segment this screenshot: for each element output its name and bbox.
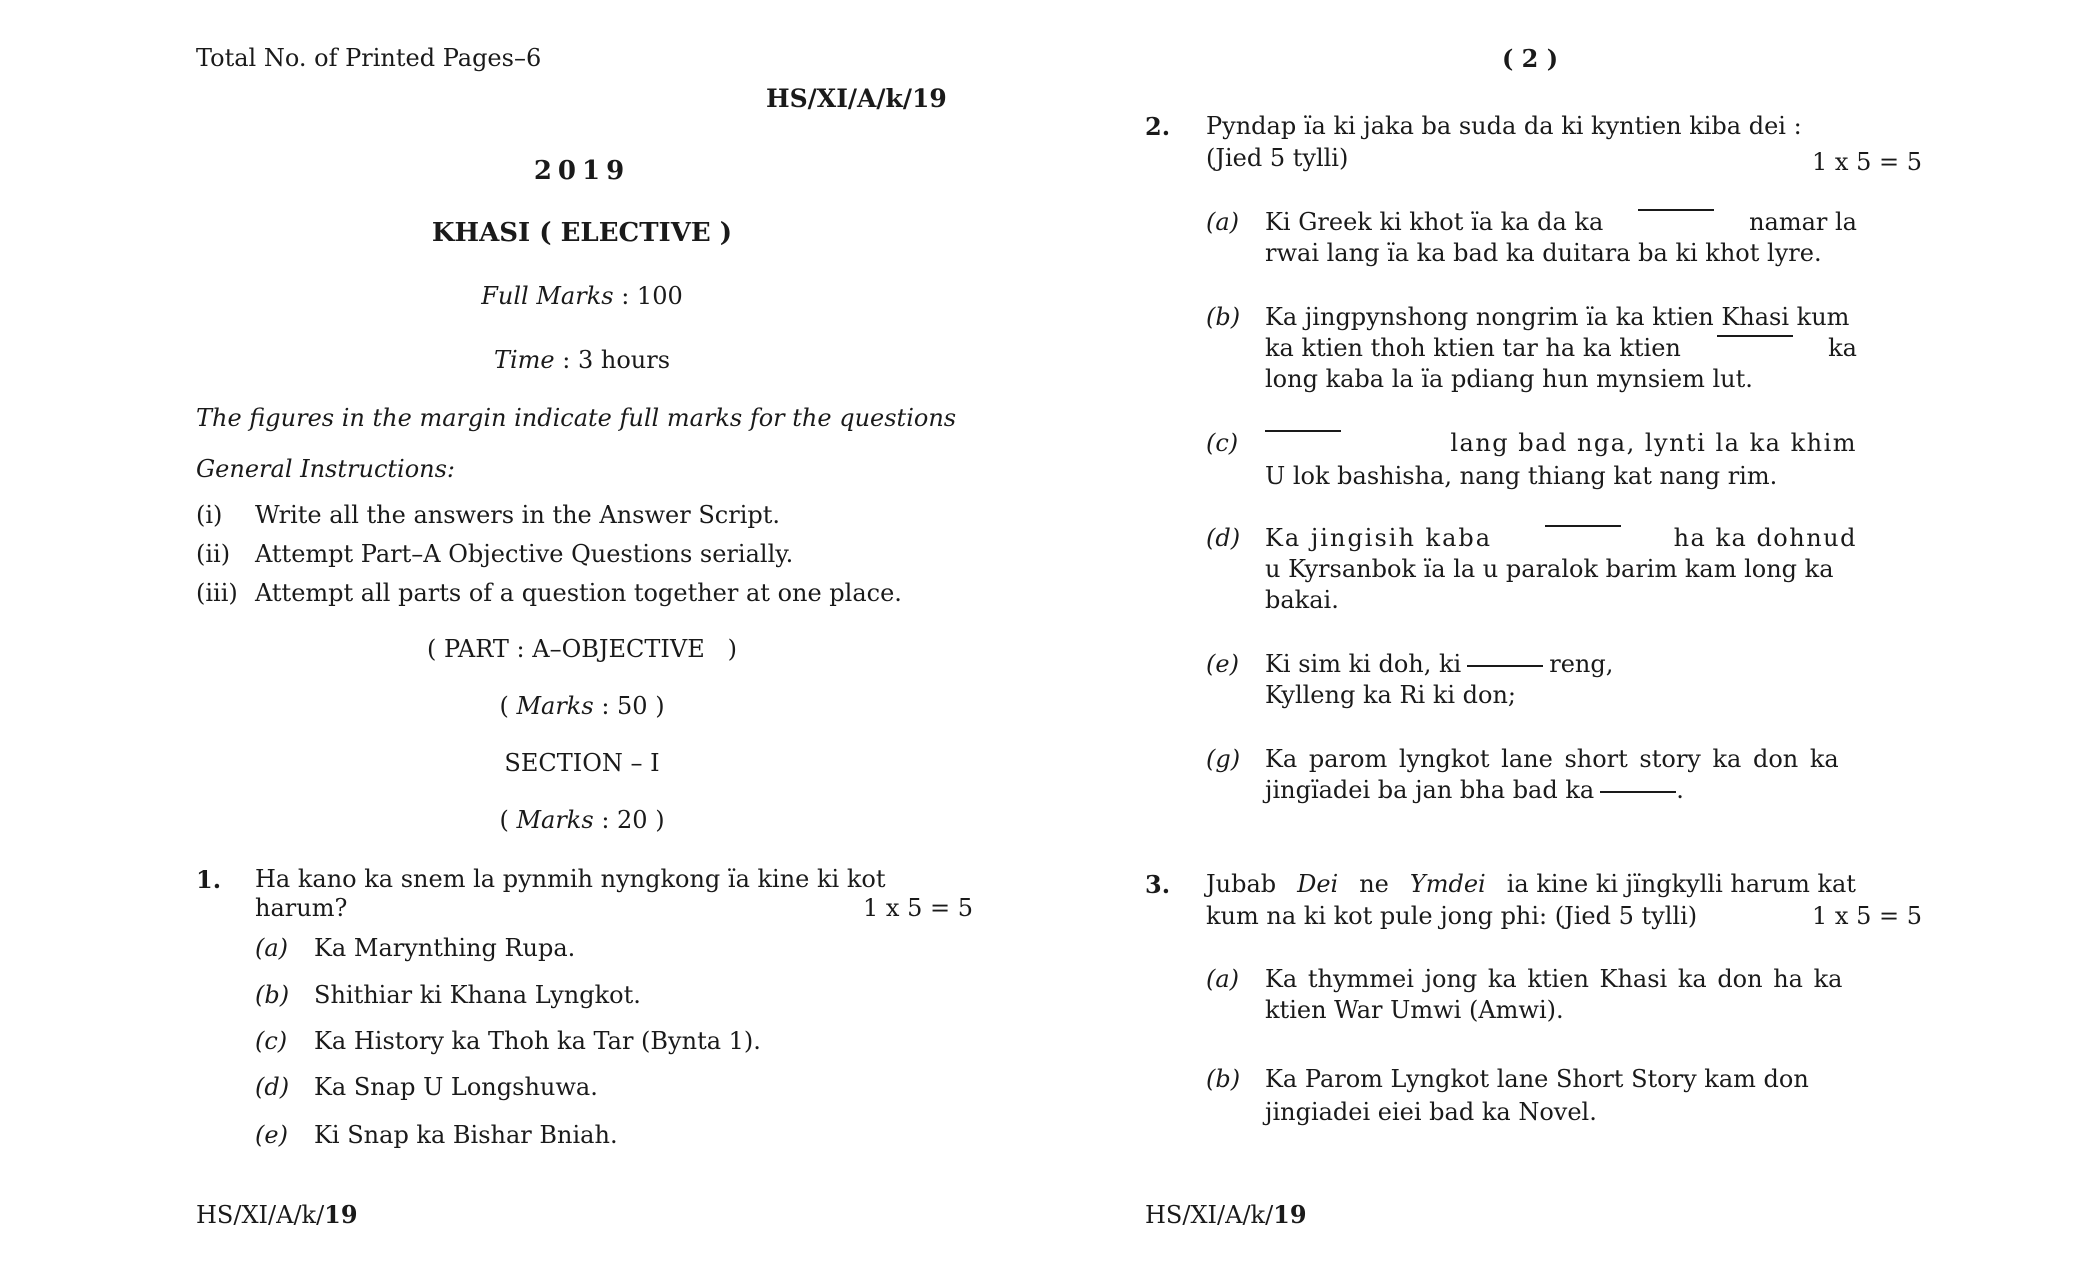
item-label: (c) xyxy=(255,1027,288,1055)
item-label: (c) xyxy=(1206,429,1239,457)
item-text: Ka Snap U Longshuwa. xyxy=(314,1073,598,1101)
item-label: (a) xyxy=(1206,965,1240,993)
item-text: reng, xyxy=(1549,650,1614,678)
instruction-num: (i) xyxy=(196,501,223,529)
item-line xyxy=(1265,965,1857,993)
item-text: . xyxy=(1676,776,1684,804)
question-text: ne xyxy=(1359,870,1389,898)
part-marks xyxy=(499,692,664,720)
section-heading: SECTION – I xyxy=(504,749,660,777)
item-label: (d) xyxy=(1206,524,1241,552)
question-marks: 1 x 5 = 5 xyxy=(863,894,973,922)
item-text: Ki sim ki doh, ki xyxy=(1265,650,1462,678)
question-marks: 1 x 5 = 5 xyxy=(1812,148,1922,176)
item-text: namar la xyxy=(1749,208,1857,236)
item-text: Ka thymmei jong ka ktien Khasi ka don ha ka xyxy=(1265,965,1843,993)
instruction-text: Attempt Part–A Objective Questions serially. xyxy=(255,540,794,568)
question-text: Jubab xyxy=(1206,870,1277,898)
item-text: bakai. xyxy=(1265,586,1339,614)
item-text: ka ktien thoh ktien tar ha ka ktien xyxy=(1265,334,1681,362)
item-label: (e) xyxy=(1206,650,1239,678)
item-text: Kylleng ka Ri ki don; xyxy=(1265,681,1517,709)
item-text: Shithiar ki Khana Lyngkot. xyxy=(314,981,641,1009)
question-line xyxy=(1206,870,1856,898)
fill-in-blank xyxy=(1638,208,1714,211)
item-label: (a) xyxy=(255,934,289,962)
item-label: (b) xyxy=(1206,303,1241,331)
full-marks-label: Full Marks xyxy=(481,282,614,310)
question-marks: 1 x 5 = 5 xyxy=(1812,902,1922,930)
question-text: kum na ki kot pule jong phi: (Jied 5 tylli) xyxy=(1206,902,1698,930)
page-number: ( 2 ) xyxy=(1501,44,1559,73)
marks-label: Marks xyxy=(516,692,594,720)
paper-code: HS/XI/A/k/19 xyxy=(766,84,947,113)
marks-value: : 50 ) xyxy=(601,692,665,720)
question-text: harum? xyxy=(255,894,348,922)
section-marks xyxy=(499,806,664,834)
question-number: 1. xyxy=(196,865,222,894)
question-number: 3. xyxy=(1145,870,1171,899)
full-marks-value: : 100 xyxy=(621,282,683,310)
item-text: Ka Marynthing Rupa. xyxy=(314,934,576,962)
item-text: ktien War Umwi (Amwi). xyxy=(1265,996,1564,1024)
fill-in-blank xyxy=(1600,790,1676,793)
question-text-emph: Dei xyxy=(1297,870,1339,898)
item-text: Ka History ka Thoh ka Tar (Bynta 1). xyxy=(314,1027,761,1055)
instruction-text: Write all the answers in the Answer Script. xyxy=(255,501,780,529)
footer-code xyxy=(1145,1200,1307,1229)
item-text: long kaba la ïa pdiang hun mynsiem lut. xyxy=(1265,365,1753,393)
item-text: ka xyxy=(1828,334,1857,362)
item-text: Ki Snap ka Bishar Bniah. xyxy=(314,1121,618,1149)
footer-code xyxy=(196,1200,358,1229)
question-number: 2. xyxy=(1145,112,1171,141)
paren: ( xyxy=(499,806,509,834)
item-text: Ka Parom Lyngkot lane Short Story kam don xyxy=(1265,1065,1809,1093)
footer-bold: 19 xyxy=(324,1200,358,1229)
item-text: jingiadei eiei bad ka Novel. xyxy=(1265,1098,1597,1126)
question-text-emph: Ymdei xyxy=(1409,870,1486,898)
question-text: Ha kano ka snem la pynmih nyngkong ïa kine ki kot xyxy=(255,865,886,893)
paren: ( xyxy=(499,692,509,720)
item-text: ha ka dohnud xyxy=(1673,524,1857,552)
item-line xyxy=(1265,650,1613,678)
exam-year: 2019 xyxy=(533,156,631,186)
fill-in-blank xyxy=(1265,429,1341,432)
item-label: (b) xyxy=(1206,1065,1241,1093)
item-line xyxy=(1265,429,1857,457)
item-text: U lok bashisha, nang thiang kat nang rim. xyxy=(1265,462,1778,490)
part-heading: ( PART : A–OBJECTIVE ) xyxy=(426,635,738,663)
time xyxy=(494,346,670,374)
margin-note: The figures in the margin indicate full marks for the questions xyxy=(196,404,957,432)
question-text: Pyndap ïa ki jaka ba suda da ki kyntien kiba dei : xyxy=(1206,112,1802,140)
question-text: ia kine ki jïngkylli harum kat xyxy=(1506,870,1856,898)
total-pages: Total No. of Printed Pages–6 xyxy=(196,44,542,72)
time-label: Time xyxy=(493,346,555,374)
item-text: Ka jingpynshong nongrim ïa ka ktien Khasi kum xyxy=(1265,303,1850,331)
instruction-text: Attempt all parts of a question together at one place. xyxy=(255,579,902,607)
item-label: (g) xyxy=(1206,745,1241,773)
item-text: jingïadei ba jan bha bad ka xyxy=(1265,776,1595,804)
item-line xyxy=(1265,208,1857,236)
footer-prefix: HS/XI/A/k/ xyxy=(196,1201,325,1229)
footer-prefix: HS/XI/A/k/ xyxy=(1145,1201,1274,1229)
item-label: (b) xyxy=(255,981,290,1009)
fill-in-blank xyxy=(1717,334,1793,337)
item-text: rwai lang ïa ka bad ka duitara ba ki khot lyre. xyxy=(1265,239,1822,267)
question-text: (Jied 5 tylli) xyxy=(1206,144,1349,172)
marks-value: : 20 ) xyxy=(601,806,665,834)
fill-in-blank xyxy=(1545,524,1621,527)
marks-label: Marks xyxy=(516,806,594,834)
full-marks xyxy=(481,282,682,310)
instruction-num: (iii) xyxy=(196,579,238,607)
item-text: lang bad nga, lynti la ka khim xyxy=(1450,429,1857,457)
fill-in-blank xyxy=(1467,664,1543,667)
item-label: (d) xyxy=(255,1073,290,1101)
item-line xyxy=(1265,776,1684,804)
general-instructions-heading: General Instructions: xyxy=(196,455,456,483)
time-value: : 3 hours xyxy=(562,346,671,374)
instruction-num: (ii) xyxy=(196,540,231,568)
item-line xyxy=(1265,745,1857,773)
item-text: Ki Greek ki khot ïa ka da ka xyxy=(1265,208,1604,236)
item-label: (a) xyxy=(1206,208,1240,236)
item-text: Ka parom lyngkot lane short story ka don ka xyxy=(1265,745,1839,773)
item-label: (e) xyxy=(255,1121,288,1149)
item-text: Ka jingisih kaba xyxy=(1265,524,1493,552)
subject-title: KHASI ( ELECTIVE ) xyxy=(431,218,733,248)
footer-bold: 19 xyxy=(1273,1200,1307,1229)
item-text: u Kyrsanbok ïa la u paralok barim kam long ka xyxy=(1265,555,1834,583)
item-line xyxy=(1265,334,1857,362)
item-line xyxy=(1265,524,1857,552)
